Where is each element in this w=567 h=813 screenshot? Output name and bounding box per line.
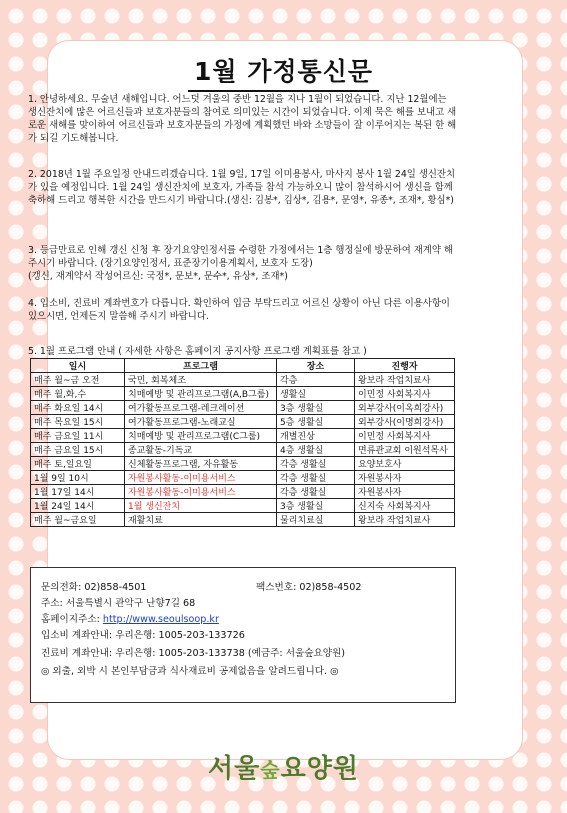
cell-host: 왕보라 작업치료사 bbox=[355, 373, 455, 387]
contact-box bbox=[30, 567, 456, 703]
cell-program: 종교활동-기독교 bbox=[125, 443, 277, 457]
cell-program-highlight: 자원봉사활동-이미용서비스 bbox=[125, 471, 277, 485]
cell-host: 자원봉사자 bbox=[355, 485, 455, 499]
logo-forest-mark: 숲 bbox=[260, 758, 281, 782]
paragraph-program-intro: 5. 1월 프로그램 안내 ( 자세한 사항은 홈페이지 공지사항 프로그램 계획표를 참고 ) bbox=[28, 346, 367, 357]
table-header-row bbox=[31, 359, 455, 373]
table-row bbox=[31, 373, 455, 387]
cell-datetime: 매주 월~금요일 bbox=[31, 513, 125, 527]
cell-place: 5층 생활실 bbox=[277, 415, 355, 429]
table-row bbox=[31, 401, 455, 415]
cell-datetime: 1월 17일 14시 bbox=[31, 485, 125, 499]
header-datetime: 일시 bbox=[31, 359, 125, 373]
cell-host: 자원봉사자 bbox=[355, 471, 455, 485]
cell-host: 신지숙 사회복지사 bbox=[355, 499, 455, 513]
cell-host: 이민정 사회복지사 bbox=[355, 429, 455, 443]
header-program: 프로그램 bbox=[125, 359, 277, 373]
cell-program: 치매예방 및 관리프로그램(A,B그룹) bbox=[125, 387, 277, 401]
table-row bbox=[31, 513, 455, 527]
cell-place: 각층 생활실 bbox=[277, 471, 355, 485]
paragraph-accounts: 4. 입소비, 진료비 계좌번호가 다릅니다. 확인하여 입금 부탁드리고 어르신 상황이 아닌 다른 이용사항이 있으시면, 언제든지 말씀해 주시기 바랍니다. bbox=[28, 298, 450, 322]
table-row bbox=[31, 499, 455, 513]
cell-datetime: 매주 목요일 15시 bbox=[31, 415, 125, 429]
cell-program-highlight: 자원봉사활동-이미용서비스 bbox=[125, 485, 277, 499]
table-row bbox=[31, 443, 455, 457]
cell-datetime: 매주 월~금 오전 bbox=[31, 373, 125, 387]
cell-program: 국민, 회복체조 bbox=[125, 373, 277, 387]
cell-host: 왕보라 작업치료사 bbox=[355, 513, 455, 527]
cell-program: 여가활동프로그램-레크레이션 bbox=[125, 401, 277, 415]
cell-datetime: 매주 금요일 15시 bbox=[31, 443, 125, 457]
cell-datetime: 1월 24일 14시 bbox=[31, 499, 125, 513]
cell-place: 각층 bbox=[277, 373, 355, 387]
cell-place: 각층 생활실 bbox=[277, 457, 355, 471]
cell-datetime: 1월 9일 10시 bbox=[31, 471, 125, 485]
cell-datetime: 매주 토,일요일 bbox=[31, 457, 125, 471]
cell-place: 3층 생활실 bbox=[277, 401, 355, 415]
cell-host: 요양보호사 bbox=[355, 457, 455, 471]
cell-program: 신체활동프로그램, 자유활동 bbox=[125, 457, 277, 471]
cell-program: 여가활동프로그램-노래교실 bbox=[125, 415, 277, 429]
contact-fax: 팩스번호: 02)858-4502 bbox=[256, 582, 362, 593]
logo-text-seoul: 서울 bbox=[208, 754, 261, 784]
cell-datetime: 매주 월,화,수 bbox=[31, 387, 125, 401]
cell-place: 생활실 bbox=[277, 387, 355, 401]
cell-host: 외부강사(이옥희강사) bbox=[355, 401, 455, 415]
paragraph-greeting: 1. 안녕하세요. 무술년 새해입니다. 어느덧 겨울의 중반 12월을 지나 1월이 되었습니다. 지난 12월에는 생신잔치에 많은 어르신들과 보호자분들의 참여로 의미있는 시간이 되었습니다. 이제 묵은 해를 보내고 새로운 새해를 맞이하여 어르신들과 보호자분들의 가정에 계획했던 바와 소망들이 잘 이루어지는 복된 한 해가 되길 기도해봅니다. bbox=[28, 94, 457, 144]
cell-program-highlight: 1월 생신잔치 bbox=[125, 499, 277, 513]
table-row bbox=[31, 415, 455, 429]
paragraph-schedule: 2. 2018년 1월 주요일정 안내드리겠습니다. 1월 9일, 17일 이미용봉사, 마사지 봉사 1월 24일 생신잔치가 있을 예정입니다. 1월 24일 생신잔치에 보호자, 가족들 참석 가능하오니 많이 참석하시어 생신을 함께 축하해 드리고 행복한 시간을 만드시기 바랍니다.(생신: 김봉*, 김상*, 김용*, 문영*, 유종*, 조재*, 황심*) bbox=[28, 169, 456, 206]
contact-account-admission: 입소비 계좌안내: 우리은행: 1005-203-133726 bbox=[41, 630, 245, 641]
table-row bbox=[31, 485, 455, 499]
cell-program: 치매예방 및 관리프로그램(C그룹) bbox=[125, 429, 277, 443]
cell-datetime: 매주 금요일 11시 bbox=[31, 429, 125, 443]
header-host: 진행자 bbox=[355, 359, 455, 373]
cell-datetime: 매주 화요일 14시 bbox=[31, 401, 125, 415]
cell-place: 4층 생활실 bbox=[277, 443, 355, 457]
facility-logo bbox=[0, 748, 567, 785]
cell-place: 물리치료실 bbox=[277, 513, 355, 527]
cell-host: 면류관교회 이원석목사 bbox=[355, 443, 455, 457]
table-row bbox=[31, 457, 455, 471]
contact-homepage bbox=[41, 611, 219, 625]
logo-text-nursing-home: 요양원 bbox=[280, 754, 359, 784]
header-place: 장소 bbox=[277, 359, 355, 373]
table-row bbox=[31, 387, 455, 401]
cell-place: 개별진상 bbox=[277, 429, 355, 443]
homepage-link[interactable]: http://www.seoulsoop.kr bbox=[102, 614, 219, 625]
contact-account-medical: 진료비 계좌안내: 우리은행: 1005-203-133738 (예금주: 서울숲요양원) bbox=[41, 648, 346, 659]
cell-host: 이민정 사회복지사 bbox=[355, 387, 455, 401]
program-table bbox=[30, 358, 455, 527]
cell-program: 재활치료 bbox=[125, 513, 277, 527]
cell-host: 외부강사(이명희강사) bbox=[355, 415, 455, 429]
cell-place: 각층 생활실 bbox=[277, 485, 355, 499]
paragraph-renewal: 3. 등급만료로 인해 갱신 신청 후 장기요양인정서를 수령한 가정에서는 1층 행정실에 방문하여 재계약 해주시기 바랍니다. (장기요양인정서, 표준장기이용계획서, 보호자 도장) (갱신, 재계약서 작성어르신: 국정*, 문보*, 문수*, 유상*, 조재*) bbox=[28, 245, 453, 282]
title-wrap bbox=[0, 52, 567, 92]
contact-phone: 문의전화: 02)858-4501 bbox=[41, 582, 147, 593]
contact-notice: ◎ 외출, 외박 시 본인부담금과 식사재료비 공제없음을 알려드립니다. ◎ bbox=[41, 666, 339, 677]
cell-place: 3층 생활실 bbox=[277, 499, 355, 513]
table-row bbox=[31, 471, 455, 485]
page-title: 1월 가정통신문 bbox=[188, 52, 379, 92]
contact-address: 주소: 서울특별시 관악구 난향7길 68 bbox=[41, 598, 196, 609]
table-row bbox=[31, 429, 455, 443]
homepage-label: 홈페이지주소: bbox=[41, 614, 100, 625]
